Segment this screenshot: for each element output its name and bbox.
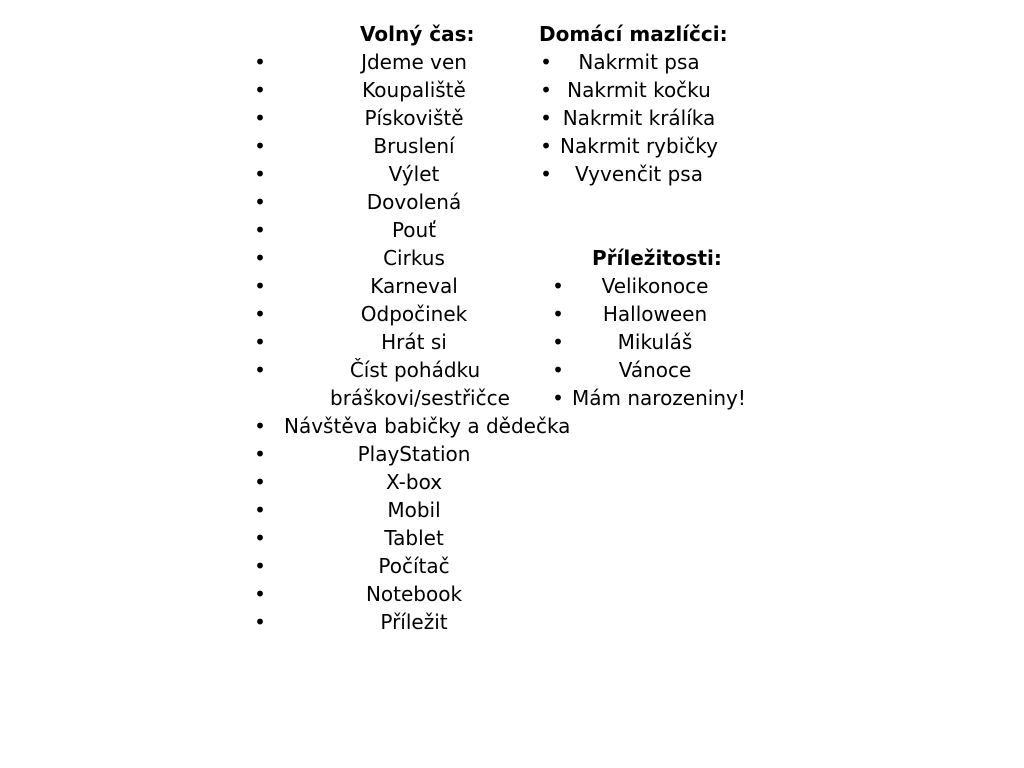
list-item (250, 132, 550, 160)
list-item (250, 440, 550, 468)
bullet-icon: • (254, 470, 266, 494)
list-item (536, 104, 718, 132)
list-item (250, 104, 550, 132)
bullet-icon: • (254, 162, 266, 186)
list-item-text: Pouť (391, 218, 437, 242)
bullet-icon: • (540, 134, 552, 158)
list-item (250, 524, 550, 552)
list-item (536, 132, 718, 160)
bullet-icon: • (540, 50, 552, 74)
list-item (250, 356, 550, 412)
bullet-icon: • (540, 78, 552, 102)
list-item (548, 272, 738, 300)
list-item (536, 48, 718, 76)
list-item-text: X-box (385, 470, 443, 494)
list-item-text: Návštěva babičky a dědečka (284, 414, 571, 438)
list-item (250, 328, 550, 356)
list-item-text: Karneval (370, 274, 458, 298)
list-item (250, 300, 550, 328)
bullet-icon: • (254, 498, 266, 522)
free-time-heading: Volný čas: (360, 22, 475, 46)
list-item-text: Dovolená (366, 190, 462, 214)
bullet-icon: • (552, 274, 564, 298)
list-item-text: Nakrmit králíka (562, 106, 716, 130)
list-item-text: Počítač (378, 554, 450, 578)
occasions-heading: Příležitosti: (592, 246, 722, 270)
list-item-text: Nakrmit kočku (567, 78, 711, 102)
bullet-icon: • (254, 274, 266, 298)
list-item (548, 384, 746, 412)
bullet-icon: • (540, 106, 552, 130)
list-item (250, 216, 550, 244)
list-item (250, 272, 550, 300)
list-item-text: Mobil (387, 498, 441, 522)
bullet-icon: • (254, 78, 266, 102)
list-item (548, 300, 738, 328)
list-item (250, 412, 571, 440)
list-item-text: Odpočinek (360, 302, 468, 326)
list-item-text: Vyvenčit psa (575, 162, 703, 186)
list-item (536, 76, 718, 104)
bullet-icon: • (254, 50, 266, 74)
list-item-text: Mikuláš (617, 330, 693, 354)
list-item (548, 328, 738, 356)
list-item-text: Nakrmit rybičky (560, 134, 718, 158)
bullet-icon: • (552, 386, 564, 410)
free-time-list (250, 48, 571, 636)
list-item (250, 76, 550, 104)
list-item-text: Bruslení (373, 134, 455, 158)
list-item (536, 160, 718, 188)
list-item-text: Nakrmit psa (578, 50, 700, 74)
bullet-icon: • (254, 106, 266, 130)
list-item (250, 244, 550, 272)
bullet-icon: • (254, 414, 266, 438)
list-item-text: Vánoce (618, 358, 692, 382)
bullet-icon: • (254, 134, 266, 158)
list-item-text: PlayStation (357, 442, 471, 466)
pets-list (536, 48, 718, 188)
bullet-icon: • (254, 218, 266, 242)
bullet-icon: • (254, 526, 266, 550)
list-item-text: Jdeme ven (361, 50, 467, 74)
bullet-icon: • (552, 330, 564, 354)
list-item-text: Velikonoce (601, 274, 709, 298)
list-item (250, 48, 550, 76)
list-item (250, 188, 550, 216)
list-item-text: Tablet (384, 526, 444, 550)
list-item-text: Koupaliště (362, 78, 466, 102)
list-item-text: Notebook (365, 582, 463, 606)
list-item (250, 496, 550, 524)
bullet-icon: • (254, 330, 266, 354)
bullet-icon: • (254, 302, 266, 326)
occasions-list (548, 272, 746, 412)
list-item-text: Číst pohádku bráškovi/sestřičce (330, 358, 510, 410)
pets-heading: Domácí mazlíčci: (539, 22, 728, 46)
list-item-text: Hrát si (381, 330, 447, 354)
list-item (250, 160, 550, 188)
list-item-text: Cirkus (383, 246, 445, 270)
bullet-icon: • (254, 358, 266, 382)
list-item (250, 580, 550, 608)
list-item (250, 468, 550, 496)
list-item-text: Mám narozeniny! (572, 386, 746, 410)
bullet-icon: • (254, 554, 266, 578)
bullet-icon: • (254, 610, 266, 634)
list-item-text: Příležit (380, 610, 448, 634)
bullet-icon: • (254, 582, 266, 606)
bullet-icon: • (254, 190, 266, 214)
list-item-text: Pískoviště (364, 106, 464, 130)
list-item (250, 552, 550, 580)
list-item (250, 608, 550, 636)
list-item (548, 356, 738, 384)
bullet-icon: • (254, 442, 266, 466)
bullet-icon: • (254, 246, 266, 270)
bullet-icon: • (540, 162, 552, 186)
bullet-icon: • (552, 358, 564, 382)
bullet-icon: • (552, 302, 564, 326)
list-item-text: Halloween (602, 302, 708, 326)
list-item-text: Výlet (388, 162, 440, 186)
